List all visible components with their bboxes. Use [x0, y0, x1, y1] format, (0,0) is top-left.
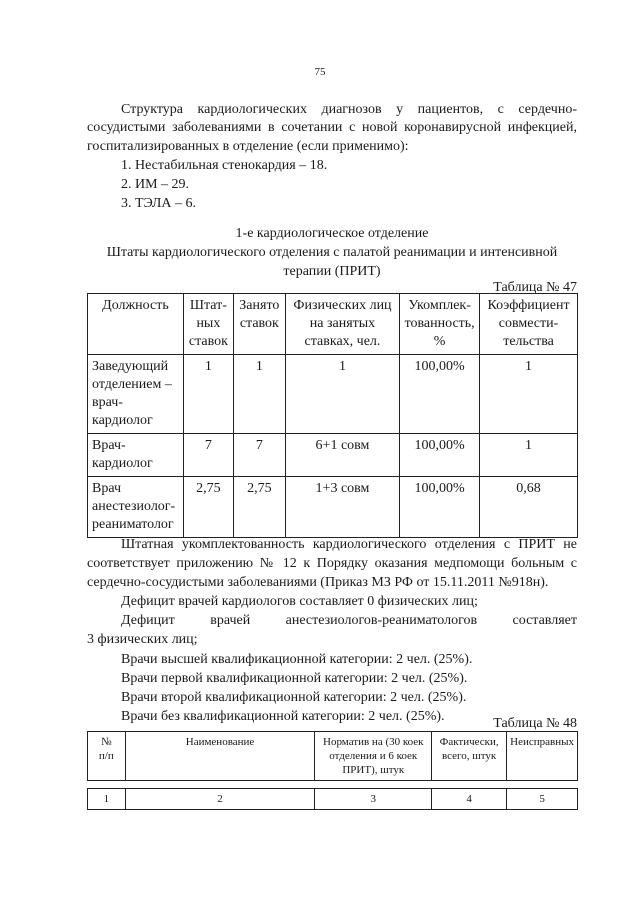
diagnosis-item: 3. ТЭЛА – 6.: [121, 196, 197, 211]
header-norm: Норматив на (30 коек отделения и 6 коек ПРИТ), штук: [315, 732, 432, 781]
cell-position: Заведующий отделением – врач- кардиолог: [88, 355, 184, 434]
cell-value: 0,68: [480, 477, 578, 538]
deficit-anesthesiologists-line-1: Дефицит врачей анестезиологов-реаниматологов составляет: [121, 613, 577, 628]
staff-title-line-2: терапии (ПРИТ): [283, 264, 381, 279]
cell-position: Врач анестезиолог- реаниматолог: [88, 477, 184, 538]
cell-value: 1+3 совм: [285, 477, 399, 538]
diagnosis-item: 2. ИМ – 29.: [121, 177, 190, 192]
spacer-cell: [125, 781, 315, 789]
table-header-row: [88, 294, 578, 355]
cell-value: 100,00%: [400, 477, 480, 538]
column-number: 3: [315, 789, 432, 810]
qualification-line: Врачи высшей квалификационной категории: 2 чел. (25%).: [121, 652, 473, 667]
cell-position: Врач- кардиолог: [88, 434, 184, 477]
intro-line-3: госпитализированных в отделение (если применимо):: [87, 139, 409, 154]
header-coefficient: Коэффициент совмести- тельства: [480, 294, 578, 355]
cell-value: 1: [285, 355, 399, 434]
cell-value: 2,75: [183, 477, 233, 538]
cell-value: 1: [480, 434, 578, 477]
deficit-anesthesiologists-line-2: 3 физических лиц;: [87, 632, 198, 647]
spacer-cell: [315, 781, 432, 789]
table-row: [88, 355, 578, 434]
cell-value: 1: [183, 355, 233, 434]
table-row: [88, 434, 578, 477]
header-faulty: Неисправных: [507, 732, 578, 781]
header-staffing-level: Укомплек- тованность, %: [400, 294, 480, 355]
qualification-line: Врачи первой квалификационной категории: 2 чел. (25%).: [121, 671, 468, 686]
column-number: 2: [125, 789, 315, 810]
intro-line-2: сосудистыми заболеваниями в сочетании с новой коронавирусной инфекцией,: [87, 120, 577, 135]
staffing-line-1: Штатная укомплектованность кардиологического отделения с ПРИТ не: [121, 537, 577, 552]
spacer-row: [88, 781, 578, 789]
qualification-line: Врачи без квалификационной категории: 2 чел. (25%).: [121, 709, 445, 724]
cell-value: 1: [233, 355, 285, 434]
staffing-line-2: соответствует приложению № 12 к Порядку оказания медпомощи больным с: [87, 556, 577, 571]
cell-value: 7: [233, 434, 285, 477]
table-header-row: [88, 732, 578, 781]
spacer-cell: [432, 781, 507, 789]
column-number: 5: [507, 789, 578, 810]
qualification-line: Врачи второй квалификационной категории: 2 чел. (25%).: [121, 690, 467, 705]
cell-value: 7: [183, 434, 233, 477]
header-name: Наименование: [125, 732, 315, 781]
column-number: 1: [88, 789, 126, 810]
column-number-row: [88, 789, 578, 810]
header-number: № п/п: [88, 732, 126, 781]
header-position: Должность: [88, 294, 184, 355]
cell-value: 6+1 совм: [285, 434, 399, 477]
equipment-table: [87, 731, 578, 810]
header-occupied-rates: Занято ставок: [233, 294, 285, 355]
table47-caption: Таблица № 47: [493, 280, 577, 295]
intro-line-1: Структура кардиологических диагнозов у пациентов, с сердечно-: [121, 102, 577, 117]
table-row: [88, 477, 578, 538]
cell-value: 2,75: [233, 477, 285, 538]
cell-value: 100,00%: [400, 355, 480, 434]
staff-table: [87, 293, 578, 538]
header-actual: Фактически, всего, штук: [432, 732, 507, 781]
page-number: 75: [314, 66, 326, 78]
spacer-cell: [507, 781, 578, 789]
spacer-cell: [88, 781, 126, 789]
staff-title-line-1: Штаты кардиологического отделения с палатой реанимации и интенсивной: [106, 245, 558, 260]
column-number: 4: [432, 789, 507, 810]
cell-value: 100,00%: [400, 434, 480, 477]
section-title: 1-е кардиологическое отделение: [235, 226, 429, 241]
diagnosis-item: 1. Нестабильная стенокардия – 18.: [121, 158, 328, 173]
header-staff-rates: Штат- ных ставок: [183, 294, 233, 355]
table48-caption: Таблица № 48: [493, 716, 577, 731]
staffing-line-3: сердечно-сосудистыми заболеваниями (Приказ МЗ РФ от 15.11.2011 №918н).: [87, 575, 549, 590]
deficit-cardiologists: Дефицит врачей кардиологов составляет 0 физических лиц;: [121, 594, 478, 609]
cell-value: 1: [480, 355, 578, 434]
header-individuals: Физических лиц на занятых ставках, чел.: [285, 294, 399, 355]
